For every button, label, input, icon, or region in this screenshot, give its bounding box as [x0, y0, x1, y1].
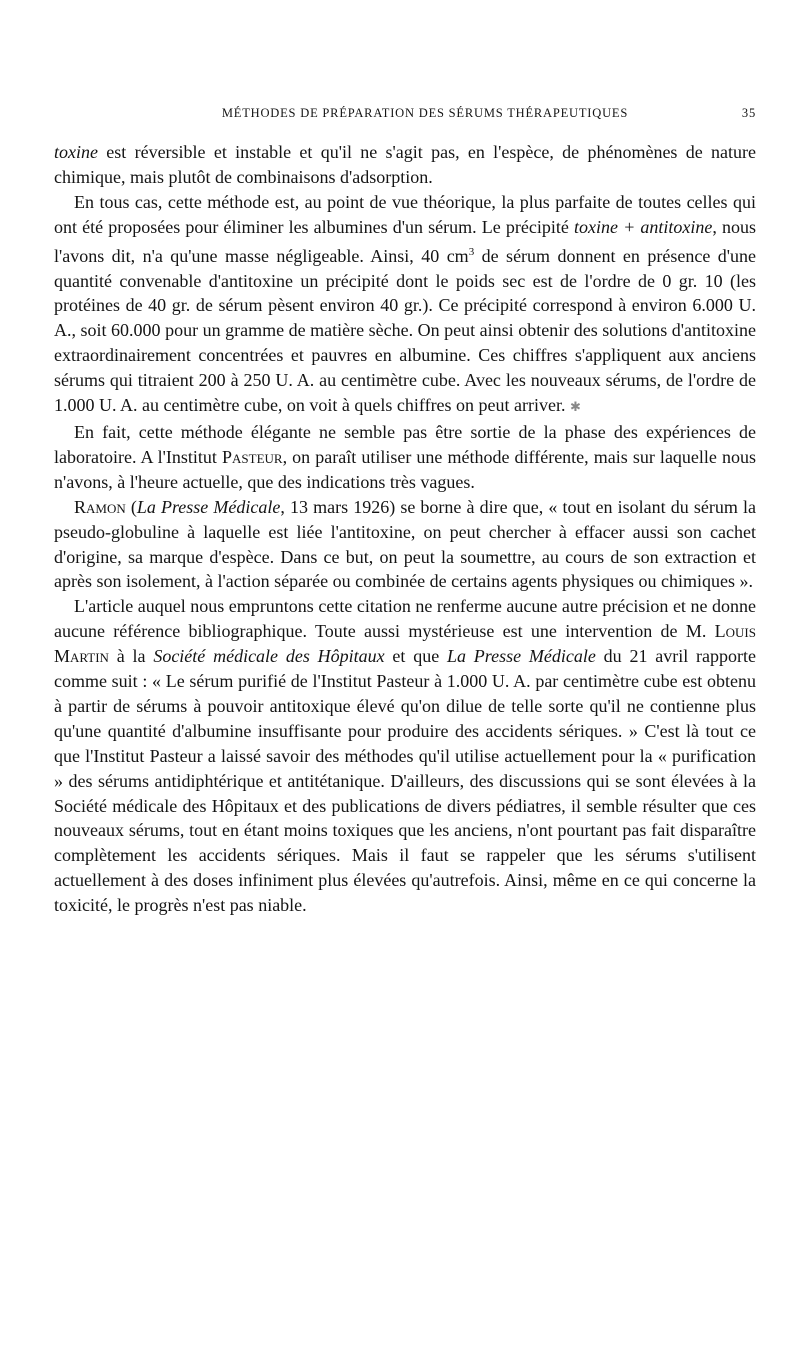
text-run: est réversible et instable et qu'il ne s'agit pas, en l'espèce, de phénomènes de nature chimique, mais plutôt de combinaisons d'adsorption.: [54, 142, 756, 187]
page-number: 35: [741, 106, 756, 120]
text-run: du 21 avril rapporte comme suit : « Le sérum purifié de l'Institut Pasteur à 1.000 U. A. par centimètre cube est obtenu à partir de sérums à pouvoir antitoxique élevé qu'on dilue de telle sorte qu'il ne contienne plus qu'une quantité d'albumine insuffisante pour produire des accidents sériques. » C'est là tout ce que l'Institut Pasteur a laissé savoir des méthodes qu'il utilise actuellement pour la « purification » des sérums antidiphtérique et antitétanique. D'ailleurs, des discussions qui se sont élevées à la Société médicale des Hôpitaux et des publications de divers pédiatres, il semble résulter que ces nouveaux sérums, tout en étant moins toxiques que les anciens, n'ont pourtant pas fait disparaître complètement les accidents sériques. Mais il faut se rappeler que les sérums s'utilisent actuellement à des doses infiniment plus élevées qu'autrefois. Ainsi, même en ce qui concerne la toxicité, le progrès n'est pas niable.: [54, 646, 756, 916]
text-run: En tous cas, cette méthode est, au point de vue théorique, la plus parfaite de toutes celles qui ont été proposées pour éliminer les albumines d'un sérum. Le précipité: [54, 191, 756, 237]
text-run: , 13 mars 1926) se borne à dire que, « tout en isolant du sérum la pseudo-globuline à laquelle est liée l'antitoxine, on peut chercher à effacer aussi son cachet d'origine, sa marque d'espèce. Dans ce but, on peut la soumettre, au cours de son extraction et après son isolement, à l'action séparée ou combinée de certains agents physiques ou chimiques ».: [54, 496, 756, 592]
printer-mark: ✱: [570, 399, 581, 415]
italic-term: toxine: [54, 142, 98, 162]
text-run: et que: [384, 646, 447, 667]
paragraph-4: [54, 495, 756, 595]
paragraph-1: [54, 140, 756, 190]
small-caps-name: Ramon: [74, 496, 126, 517]
paragraph-5: [54, 594, 756, 918]
italic-journal: La Presse Médicale: [446, 646, 596, 667]
paragraph-2: [54, 190, 756, 420]
italic-society: Société médicale des Hôpitaux: [153, 646, 385, 667]
body-text: [54, 140, 756, 918]
text-run: L'article auquel nous empruntons cette citation ne renferme aucune autre précision et ne donne aucune référence bibliographique. Toute aussi mystérieuse est une intervention de M.: [54, 596, 756, 642]
running-title: MÉTHODES DE PRÉPARATION DES SÉRUMS THÉRAPEUTIQUES: [221, 106, 629, 120]
text-run: de sérum donnent en présence d'une quantité convenable d'antitoxine un précipité dont le poids sec est de l'ordre de 0 gr. 10 (les protéines de 40 gr. de sérum pèsent environ 40 gr.). Ce précipité correspond à environ 6.000 U. A., soit 60.000 pour un gramme de matière sèche. On peut ainsi obtenir des solutions d'antitoxine extraordinairement concentrées et pauvres en albumine. Ces chiffres s'appliquent aux anciens sérums qui titraient 200 à 250 U. A. au centimètre cube. Avec les nouveaux sérums, de l'ordre de 1.000 U. A. au centimètre cube, on voit à quels chiffres on peut arriver.: [54, 245, 756, 416]
text-run: , nous l'avons dit, n'a qu'une masse négligeable. Ainsi, 40 cm: [54, 216, 756, 266]
small-caps-name: Pasteur: [222, 446, 283, 467]
paragraph-3: [54, 420, 756, 495]
text-run: à la: [108, 646, 154, 667]
running-header: [54, 104, 756, 122]
italic-journal: La Presse Médicale: [136, 496, 281, 517]
text-run: , on paraît utiliser une méthode différente, mais sur laquelle nous n'avons, à l'heure actuelle, que des indications très vagues.: [54, 446, 757, 492]
text-run: En fait, cette méthode élégante ne semble pas être sortie de la phase des expériences de laboratoire. A l'Institut: [54, 421, 756, 467]
small-caps-name: Louis Martin: [54, 621, 756, 667]
text-run: (: [125, 496, 137, 517]
superscript: 3: [468, 245, 475, 258]
italic-term: toxine + antitoxine: [573, 216, 713, 237]
